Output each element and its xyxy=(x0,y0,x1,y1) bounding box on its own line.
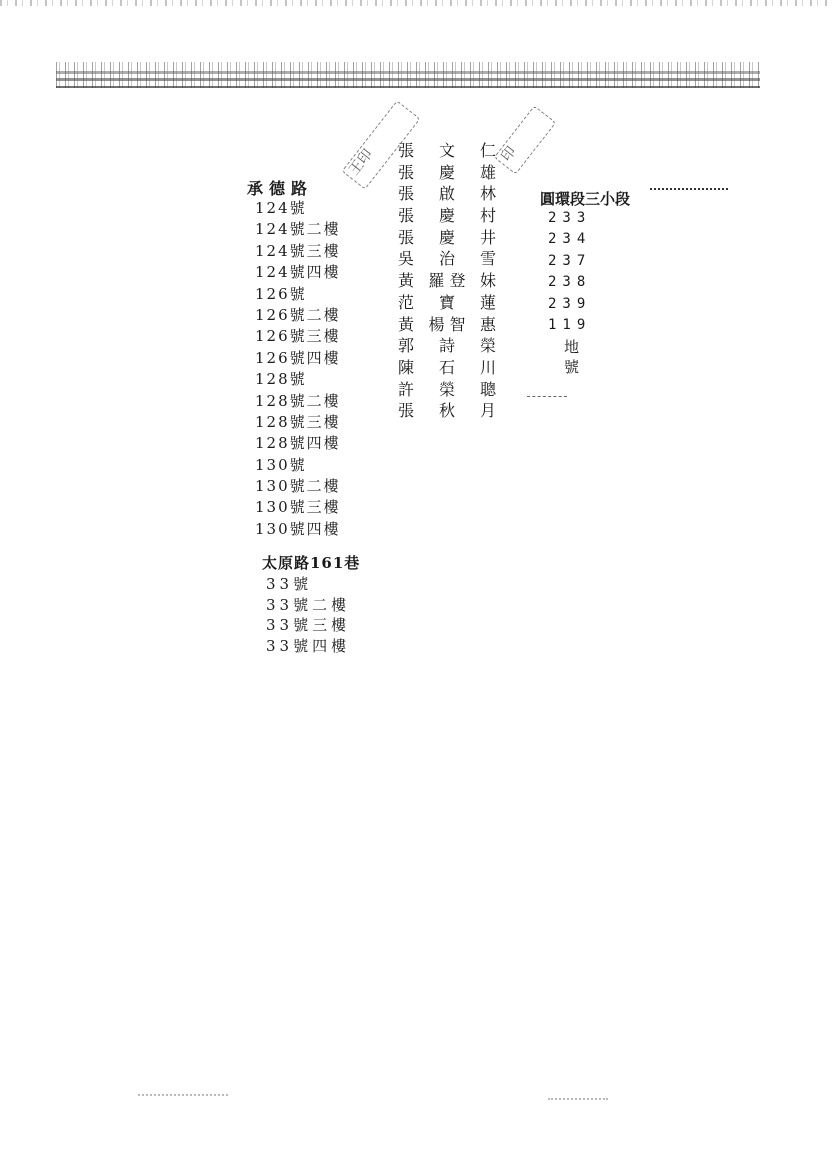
owner-name-part: 郭 xyxy=(398,336,415,356)
land-number-item: 239 xyxy=(548,295,592,312)
owner-name-part: 雪 xyxy=(479,249,496,269)
owner-name-part: 張 xyxy=(398,206,415,226)
owner-name-part: 治 xyxy=(438,249,455,269)
land-number-item: 234 xyxy=(548,231,592,248)
owner-name-row xyxy=(398,140,496,162)
land-rule xyxy=(527,396,567,397)
street-heading-taiyuan: 太原路161巷 xyxy=(262,554,361,572)
owner-name-part: 許 xyxy=(398,379,415,399)
owner-name-part: 范 xyxy=(398,292,415,312)
owner-name-row xyxy=(398,162,496,184)
land-number-list xyxy=(548,208,591,336)
land-number-item: 119 xyxy=(548,316,592,333)
address-item: 124號四樓 xyxy=(255,263,341,282)
address-item: 126號三樓 xyxy=(255,327,341,346)
owner-name-part: 慶 xyxy=(438,227,455,247)
land-number-item: 233 xyxy=(548,210,592,226)
address-list-chengde xyxy=(255,198,341,540)
owner-name-row xyxy=(398,270,496,292)
address-item: 124號 xyxy=(255,199,307,217)
owner-name-part: 村 xyxy=(479,206,496,226)
seal-stamp-left: 王印 xyxy=(341,100,420,189)
address-item: 33號三樓 xyxy=(266,616,351,634)
owner-name-part: 張 xyxy=(398,141,415,160)
seal-stamp-right: 印 xyxy=(494,105,557,174)
owner-name-part: 聰 xyxy=(479,379,496,399)
owner-name-part: 黃 xyxy=(398,271,415,291)
address-item: 126號二樓 xyxy=(255,305,341,324)
address-item: 33號 xyxy=(266,575,313,593)
address-item: 124號三樓 xyxy=(255,241,341,260)
owner-name-part: 惠 xyxy=(479,314,496,334)
owner-name-part: 羅 登 xyxy=(428,271,466,291)
address-item: 128號四樓 xyxy=(255,434,341,453)
address-item: 126號 xyxy=(255,284,307,303)
address-item: 128號二樓 xyxy=(255,391,341,410)
owner-name-part: 蓮 xyxy=(479,292,496,312)
scan-speck-left xyxy=(138,1094,228,1098)
owner-name-part: 楊 智 xyxy=(428,314,466,334)
owner-name-row xyxy=(398,205,496,227)
land-number-item: 238 xyxy=(548,274,592,291)
land-heading-dots xyxy=(650,188,728,192)
address-item: 33號四樓 xyxy=(266,636,351,655)
owner-name-row xyxy=(398,248,496,270)
address-item: 126號四樓 xyxy=(255,348,341,367)
owner-name-part: 井 xyxy=(479,227,496,247)
address-item: 130號 xyxy=(255,455,307,474)
address-item: 130號四樓 xyxy=(255,519,341,538)
address-item: 130號三樓 xyxy=(255,498,341,517)
owner-name-part: 石 xyxy=(438,357,455,377)
address-item: 130號二樓 xyxy=(255,477,341,496)
owner-name-part: 張 xyxy=(398,401,415,421)
owner-name-row xyxy=(398,400,496,422)
owner-name-part: 林 xyxy=(479,184,496,204)
owner-name-row xyxy=(398,335,496,357)
street-heading-chengde: 承德路 xyxy=(247,179,314,198)
address-item: 33號二樓 xyxy=(266,595,351,614)
owner-name-row xyxy=(398,357,496,379)
owner-name-row xyxy=(398,314,496,336)
address-item: 128號三樓 xyxy=(255,412,341,431)
owner-name-row xyxy=(398,292,496,314)
scan-speck-right xyxy=(548,1098,608,1102)
owner-name-part: 黃 xyxy=(398,314,415,334)
header-rule xyxy=(56,86,760,88)
scan-top-edge xyxy=(0,0,832,6)
land-number-label: 地號 xyxy=(564,338,580,376)
owner-name-row xyxy=(398,227,496,249)
address-item: 124號二樓 xyxy=(255,220,341,239)
owner-name-part: 啟 xyxy=(438,184,455,204)
owner-name-part: 榮 xyxy=(438,379,455,399)
owner-name-part: 張 xyxy=(398,162,415,182)
owner-name-part: 吳 xyxy=(398,249,415,269)
address-list-taiyuan xyxy=(266,574,350,656)
owner-name-part: 仁 xyxy=(479,141,496,160)
address-item: 128號 xyxy=(255,370,307,389)
land-number-item: 237 xyxy=(548,252,592,269)
owner-name-part: 榮 xyxy=(479,336,496,356)
owner-name-part: 妹 xyxy=(479,271,496,291)
owner-name-part: 詩 xyxy=(438,336,455,356)
owner-name-part: 文 xyxy=(438,141,455,160)
owner-name-list xyxy=(398,140,496,422)
owner-name-part: 陳 xyxy=(398,357,415,377)
header-band xyxy=(56,62,760,88)
owner-name-part: 川 xyxy=(479,357,496,377)
owner-name-row xyxy=(398,379,496,401)
owner-name-part: 張 xyxy=(398,184,415,204)
owner-name-row xyxy=(398,183,496,205)
owner-name-part: 寶 xyxy=(438,292,455,312)
owner-name-part: 慶 xyxy=(438,206,455,226)
owner-name-part: 秋 xyxy=(438,401,455,421)
owner-name-part: 慶 xyxy=(438,162,455,182)
land-section-heading: 圓環段三小段 xyxy=(540,190,631,208)
owner-name-part: 雄 xyxy=(479,162,496,182)
owner-name-part: 張 xyxy=(398,227,415,247)
owner-name-part: 月 xyxy=(479,401,496,421)
